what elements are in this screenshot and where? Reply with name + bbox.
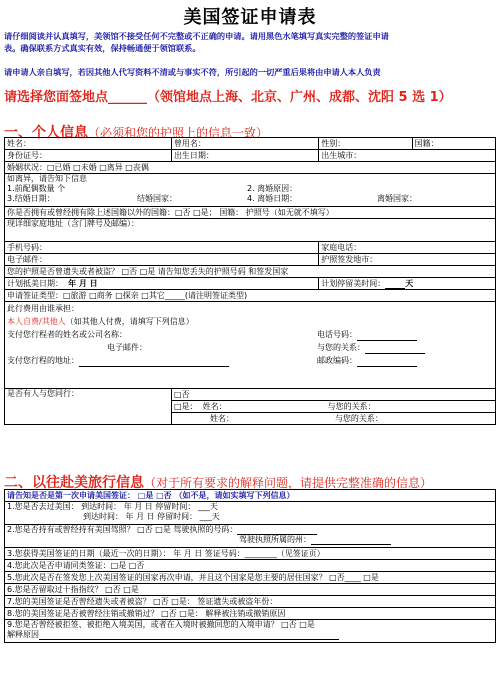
- last-visa-date-question[interactable]: 3.您获得美国签证的日期（最近一次的日期）： 年 月 日 签证号码：________（见签证页）: [5, 548, 496, 560]
- refused-entry-row-1: 9.您是否曾经被拒签、被拒绝入境美国，或者在入境时被撤回您的入境申请？ □否 □是: [7, 620, 315, 629]
- payer-info-block: [5, 302, 496, 389]
- divorce-reason-field[interactable]: 2. 离婚原因：: [247, 184, 298, 193]
- stay-length-label: 计划停留美时间：: [321, 278, 386, 288]
- companion-relation-1[interactable]: 与您的关系：: [327, 401, 376, 411]
- companion-name-2[interactable]: 姓名：: [209, 413, 234, 423]
- payer-phone-blank: [357, 332, 417, 341]
- id-number-field[interactable]: 身份证号：: [5, 150, 172, 162]
- companion-row-1: [171, 401, 495, 413]
- home-address-field[interactable]: 现详细家庭地址（含门牌号及邮编）：: [5, 219, 496, 242]
- home-phone-field[interactable]: 家庭电话：: [319, 242, 496, 254]
- lost-visa-question[interactable]: 7.您的美国签证是否曾经遗失或者被盗？ □否 □是： 签证遗失或被盗年份：: [5, 596, 496, 608]
- section2-title-text: 二、以往赴美旅行信息: [4, 475, 144, 491]
- nationality-field[interactable]: 国籍：: [412, 138, 495, 150]
- marital-status-field[interactable]: 婚姻状况：□已婚 □未婚 □离异 □丧偶: [5, 162, 496, 174]
- refused-entry-question[interactable]: [5, 620, 496, 643]
- stay-length-blank: [385, 280, 405, 289]
- divorce-heading: 如离异，请告知下信息: [7, 174, 87, 183]
- companion-no-option[interactable]: □否: [171, 389, 495, 401]
- driver-license-row-2: [7, 535, 493, 545]
- payer-address-field[interactable]: [7, 354, 317, 367]
- driver-license-state: 驾驶执照所属的州：: [239, 535, 311, 544]
- marriage-country-field[interactable]: 结婚国家：: [137, 194, 177, 203]
- notice-line-3: 请申请人亲自填写，若因其他人代写资料不清或与事实不符，所引起的一切严重后果将由申请人本人负责: [4, 67, 381, 77]
- refused-entry-row-2: [7, 630, 493, 640]
- section2-title-note: （对于所有要求的解释问题，请提供完整准确的信息）: [144, 476, 433, 490]
- name-field[interactable]: 姓名：: [5, 138, 172, 150]
- section1-title-text: 一、个人信息: [4, 125, 88, 141]
- mobile-field[interactable]: 手机号码：: [5, 242, 319, 254]
- lost-passport-field[interactable]: 您的护照是否曾遗失或者被盗？ □否 □是 请告知您丢失的护照号码 和签发国家: [5, 266, 496, 278]
- companion-row-2: [171, 413, 495, 425]
- section1-title-note: （必须和您的护照上的信息一致）: [88, 126, 269, 140]
- former-name-field[interactable]: 曾用名：: [171, 138, 318, 150]
- payer-option-row: [7, 315, 493, 328]
- payer-row-2: [7, 341, 493, 354]
- companion-relation-2[interactable]: 与您的关系：: [334, 413, 383, 423]
- payer-row-1: [7, 328, 493, 341]
- payer-phone-field[interactable]: 电话号码：: [317, 330, 357, 339]
- driver-license-state-blank: [311, 536, 391, 545]
- birth-city-field[interactable]: 出生城市：: [319, 150, 496, 162]
- arrival-date-field[interactable]: [5, 278, 319, 290]
- visa-type-field[interactable]: 申请签证类型：□旅游 □商务 □探亲 □其它_____(请注明签证类型): [5, 290, 496, 302]
- notice-line-2: 表。确保联系方式真实有效，保持畅通便于领馆联系。: [4, 43, 201, 53]
- revoked-visa-question[interactable]: 8.您的美国签证是否被曾经注销或撤销过？ □否 □是： 解释被注销或撤销原因: [5, 608, 496, 620]
- divorce-row-1: [7, 184, 493, 194]
- refused-entry-reason: 解释原因: [7, 630, 39, 639]
- fingerprint-question[interactable]: 6.您是否留取过十指指纹？ □否 □是: [5, 584, 496, 596]
- visited-us-row-1: 1.您是否去过美国： 到达时间： 年 月 日 停留时间： ___天: [7, 502, 218, 511]
- travel-history-table: [4, 489, 496, 643]
- companion-label: 是否有人与您同行：: [5, 389, 172, 425]
- same-country-question[interactable]: 5.您此次是否在签发您上次美国签证的国家再次申请，并且这个国家是您主要的居住国家？ □否____ □是: [5, 572, 496, 584]
- divorce-date-field[interactable]: 4. 离婚日期：: [247, 194, 298, 203]
- email-field[interactable]: 电子邮件：: [5, 254, 319, 266]
- payer-zip-field[interactable]: 邮政编码：: [317, 356, 357, 365]
- arrival-date-value: 年 月 日: [68, 278, 98, 288]
- notice-line-1: 请仔细阅读并认真填写，美领馆不接受任何不完整或不正确的申请。请用黑色水笔填写真实完整的签证申请: [4, 31, 389, 41]
- driver-license-question[interactable]: [5, 525, 496, 548]
- same-visa-type-question[interactable]: 4.您此次是否申请同类签证：□是 □否: [5, 560, 496, 572]
- dob-field[interactable]: 出生日期：: [171, 150, 318, 162]
- divorce-info-block: [5, 174, 496, 207]
- gender-field[interactable]: 性别：: [319, 138, 412, 150]
- stay-length-field[interactable]: [319, 278, 496, 290]
- marriage-date-field[interactable]: 3.结婚日期：: [7, 194, 55, 203]
- stay-length-unit: 天: [405, 278, 414, 288]
- personal-info-table: [4, 137, 496, 425]
- other-nationality-field[interactable]: 你是否拥有或曾经拥有除上述国籍以外的国籍：□否 □是； 国籍： 护照号（如无就不填写）: [5, 207, 496, 219]
- first-application-question[interactable]: 请告知是否是第一次申请美国签证： □是 □否 （如不是，请如实填写下列信息）: [5, 490, 496, 502]
- form-title: 美国签证申请表: [183, 7, 317, 28]
- divorce-row-2: [7, 194, 493, 204]
- companion-name-1[interactable]: 姓名：: [202, 401, 227, 411]
- driver-license-blank: [237, 526, 317, 535]
- payer-zip-blank: [357, 358, 417, 367]
- interview-location[interactable]: 请选择您面签地点______（领馆地点上海、北京、广州、成都、沈阳 5 选 1）: [4, 90, 452, 105]
- payer-row-3: [7, 354, 493, 367]
- payer-address-blank: [79, 358, 229, 367]
- payer-heading: 此行费用由谁承担：: [7, 304, 79, 313]
- payer-address-label: 支付您行程的地址：: [7, 356, 79, 365]
- visited-us-row-2: 到达时间： 年 月 日 停留时间： ___天: [83, 512, 220, 521]
- companion-yes-option[interactable]: □是：: [173, 401, 198, 411]
- divorce-country-field[interactable]: 离婚国家：: [377, 194, 417, 203]
- refused-entry-blank: [39, 631, 339, 640]
- payer-email-field[interactable]: 电子邮件：: [107, 343, 147, 352]
- payer-options[interactable]: 本人自费/其他人: [7, 317, 66, 326]
- payer-relation-field[interactable]: 与您的关系：: [317, 343, 365, 352]
- passport-issue-city-field[interactable]: 护照签发地市：: [319, 254, 496, 266]
- ex-spouse-count-field[interactable]: 1.前配偶数量 个: [7, 184, 66, 193]
- arrival-date-label: 计划抵美日期：: [7, 278, 63, 288]
- driver-license-number: 2.您是否持有或曾经持有美国驾照？ □否 □是 驾驶执照的号码：: [7, 525, 238, 534]
- payer-name-field[interactable]: 支付您行程者的姓名或公司名称：: [7, 330, 127, 339]
- visited-us-question[interactable]: [5, 502, 496, 525]
- driver-license-row-1: [7, 525, 493, 535]
- payer-relation-blank: [365, 345, 425, 354]
- payer-note: （如其他人付费，请填写下列信息）: [65, 317, 194, 326]
